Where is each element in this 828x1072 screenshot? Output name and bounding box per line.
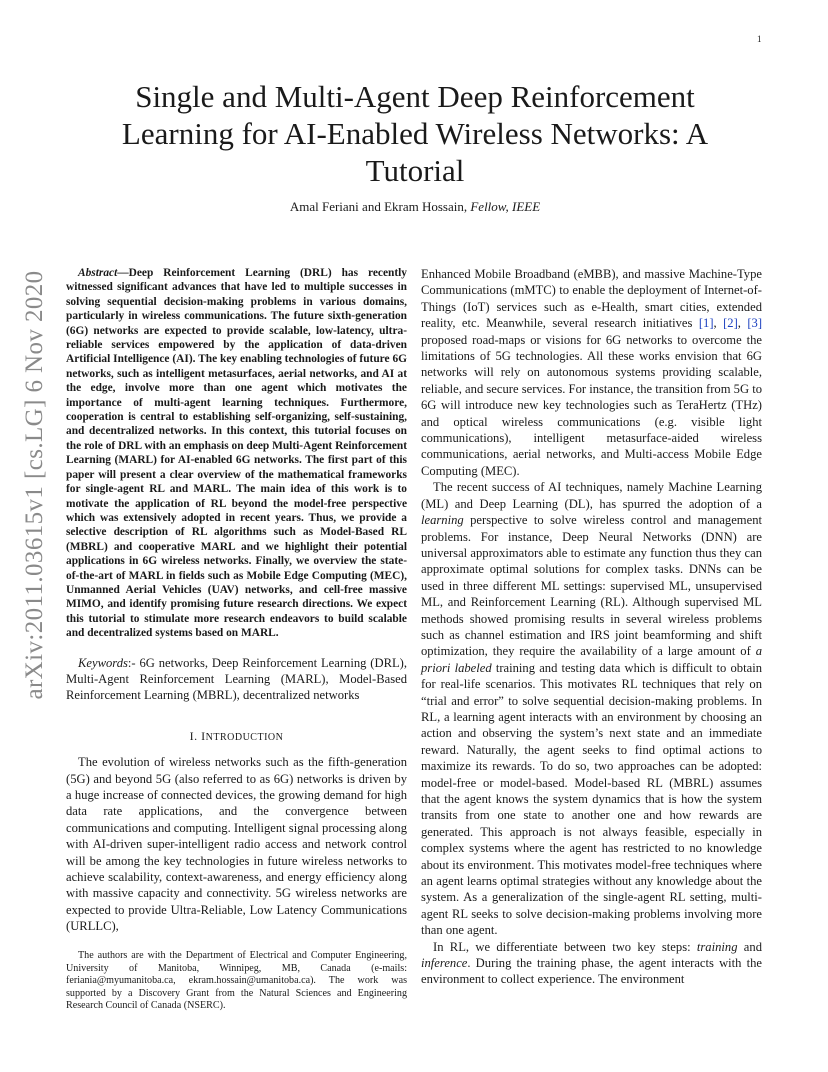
right-p2-emph-2: a priori labeled (421, 644, 762, 675)
right-p3-text-a: In RL, we differentiate between two key steps: (433, 939, 697, 954)
section-heading-rest: NTRODUCTION (205, 731, 284, 743)
right-p3-text-b: and (737, 939, 762, 954)
section-heading-introduction (66, 728, 407, 746)
right-p3-emph-2: inference (421, 956, 468, 971)
paper-title: Single and Multi-Agent Deep Reinforcement Learning for AI-Enabled Wireless Networks: A Tutorial (121, 79, 709, 188)
keywords-label: Keywords (78, 655, 128, 670)
section-heading-prefix: I. I (189, 728, 206, 743)
right-paragraph-1: Enhanced Mobile Broadband (eMBB), and massive Machine-Type Communications (mMTC) to enable the deployment of Internet-of-Things (IoT) services such as e-Health, smart cities, extended reality, etc. Meanwhile, several research initiatives [1], [2], [3] proposed road-maps or visions for 6G networks to overcome the limitations of 5G technologies. All these works envision that 6G networks will rely on autonomous systems providing scalable, reliable, and secure services. For instance, the transition from 5G to 6G will introduce new key technologies such as TeraHertz (THz) and optical wireless communications (e.g. visible light communications), intelligent metasurface-aided wireless communications, aerial networks, and Multi-access Mobile Edge Computing (MEC). (421, 267, 763, 478)
left-column (66, 266, 407, 935)
intro-paragraph-1: The evolution of wireless networks such as the fifth-generation (5G) and beyond 5G (also referred to as 6G) networks is driven by a huge increase of connected devices, the growing demand for high data rate applications, and the convergence between communications and computing. Intelligent signal processing along with AI-driven super-intelligent radio access and network control will be among the key technologies in future wireless networks to achieve scalability, context-awareness, and energy efficiency along with massive capacity and connectivity. 5G wireless networks are expected to provide Ultra-Reliable, Low Latency Communications (URLLC), (66, 755, 408, 934)
arxiv-stamp (18, 270, 52, 700)
abstract-label: Abstract (78, 267, 118, 279)
author-line (80, 199, 750, 215)
citation-2[interactable]: [2] (723, 316, 738, 331)
right-p3-text-c: . During the training phase, the agent interacts with the environment to collect experience. The environment (421, 956, 762, 987)
right-p3-emph-1: training (696, 939, 738, 954)
page-number: 1 (757, 34, 762, 44)
keywords-text: :- 6G networks, Deep Reinforcement Learning (DRL), Multi-Agent Reinforcement Learning (MARL), Model-Based Reinforcement Learning (MBRL), decentralized networks (66, 655, 407, 703)
citation-1[interactable]: [1] (698, 316, 714, 331)
right-column (421, 266, 762, 988)
footnote: The authors are with the Department of Electrical and Computer Engineering, University of Manitoba, Winnipeg, MB, Canada (e-mails: feriania@myumanitoba.ca, ekram.hossain@umanitoba.ca). The work was supported by a Discovery Grant from the Natural Sciences and Engineering Research Council of Canada (NSERC). (66, 950, 407, 1012)
right-p1-text-b: proposed road-maps or visions for 6G networks to overcome the limitations of 5G technologies. All these works envision that 6G networks will rely on autonomous systems providing scalable, reliable, and secure services. For instance, the transition from 5G to 6G will introduce new key technologies such as TeraHertz (THz) and optical wireless communications (e.g. visible light communications), intelligent metasurface-aided wireless communications, aerial networks, and Multi-access Mobile Edge Computing (MEC). (421, 332, 762, 478)
author-names: Amal Feriani and Ekram Hossain, (289, 199, 471, 214)
right-paragraph-3 (421, 939, 762, 988)
right-p2-text-b: perspective to solve wireless control and management problems. For instance, Deep Neural Networks (DNN) are universal approximators able to estimate any function thus they can approximate optimal solutions for complex tasks. DNNs can be used in three different ML settings: supervised ML, unsupervised ML, and Reinforcement Learning (RL). Although supervised ML methods showed promising results in several wireless problems such as channel estimation and IRS joint beamforming and shift optimization, they require the availability of a large amount of (421, 513, 762, 659)
right-p2-text-c: training and testing data which is difficult to obtain for real-life scenarios. This motivates RL techniques that rely on “trial and error” to solve sequential decision-making problems. In RL, a learning agent interacts with an environment by choosing an action and observing the system’s next state and an immediate reward. Naturally, the agent seeks to find optimal actions to maximize its rewards. To do so, two approaches can be adopted: model-free or model-based. Model-based RL (MBRL) assumes that the agent knows the system dynamics that is how the system transits from one state to another one and how rewards are generated. This approach is not always feasible, especially in complex systems where the agent has restricted to no knowledge about its environment. This motivates model-free techniques where an agent learns optimal strategies without any knowledge about the system. As a generalization of the single-agent RL setting, multi-agent RL seeks to solve decision-making problems involving more than one agent. (421, 660, 762, 938)
arxiv-stamp-text: arXiv:2011.03615v1 [cs.LG] 6 Nov 2020 (21, 270, 48, 700)
right-p1-text-a: Enhanced Mobile Broadband (eMBB), and massive Machine-Type Communications (mMTC) to enable the deployment of Internet-of-Things (IoT) services such as e-Health, smart cities, extended reality, etc. Meanwhile, several research initiatives (421, 267, 762, 331)
right-p2-text-a: The recent success of AI techniques, namely Machine Learning (ML) and Deep Learning (DL), has spurred the adoption of a (421, 480, 762, 511)
abstract (66, 266, 407, 641)
citation-3[interactable]: [3] (747, 316, 763, 331)
keywords (66, 655, 407, 704)
author-title: Fellow, IEEE (470, 199, 541, 214)
right-p2-emph-1: learning (421, 513, 464, 528)
right-paragraph-2 (421, 479, 762, 938)
abstract-text: —Deep Reinforcement Learning (DRL) has recently witnessed significant advances that have led to multiple successes in solving sequential decision-making problems in various domains, particularly in wireless communications. The future sixth-generation (6G) networks are expected to provide scalable, low-latency, ultra-reliable services empowered by the application of data-driven Artificial Intelligence (AI). The key enabling technologies of future 6G networks, such as intelligent metasurfaces, aerial networks, and AI at the edge, involve more than one agent which motivates the importance of multi-agent learning techniques. Furthermore, cooperation is central to establishing self-organizing, self-sustaining, and decentralized networks. In this context, this tutorial focuses on the role of DRL with an emphasis on deep Multi-Agent Reinforcement Learning (MARL) for AI-enabled 6G networks. The first part of this paper will present a clear overview of the mathematical frameworks for single-agent RL and MARL. The main idea of this work is to motivate the application of RL beyond the model-free perspective which was extensively adopted in recent years. Thus, we provide a selective description of RL algorithms such as Model-Based RL (MBRL) and cooperative MARL and we highlight their potential applications in 6G wireless networks. Finally, we overview the state-of-the-art of MARL in fields such as Mobile Edge Computing (MEC), Unmanned Aerial Vehicles (UAV) networks, and cell-free massive MIMO, and identify promising future research directions. We expect this tutorial to stimulate more research endeavors to build scalable and decentralized systems based on MARL. (66, 267, 407, 640)
